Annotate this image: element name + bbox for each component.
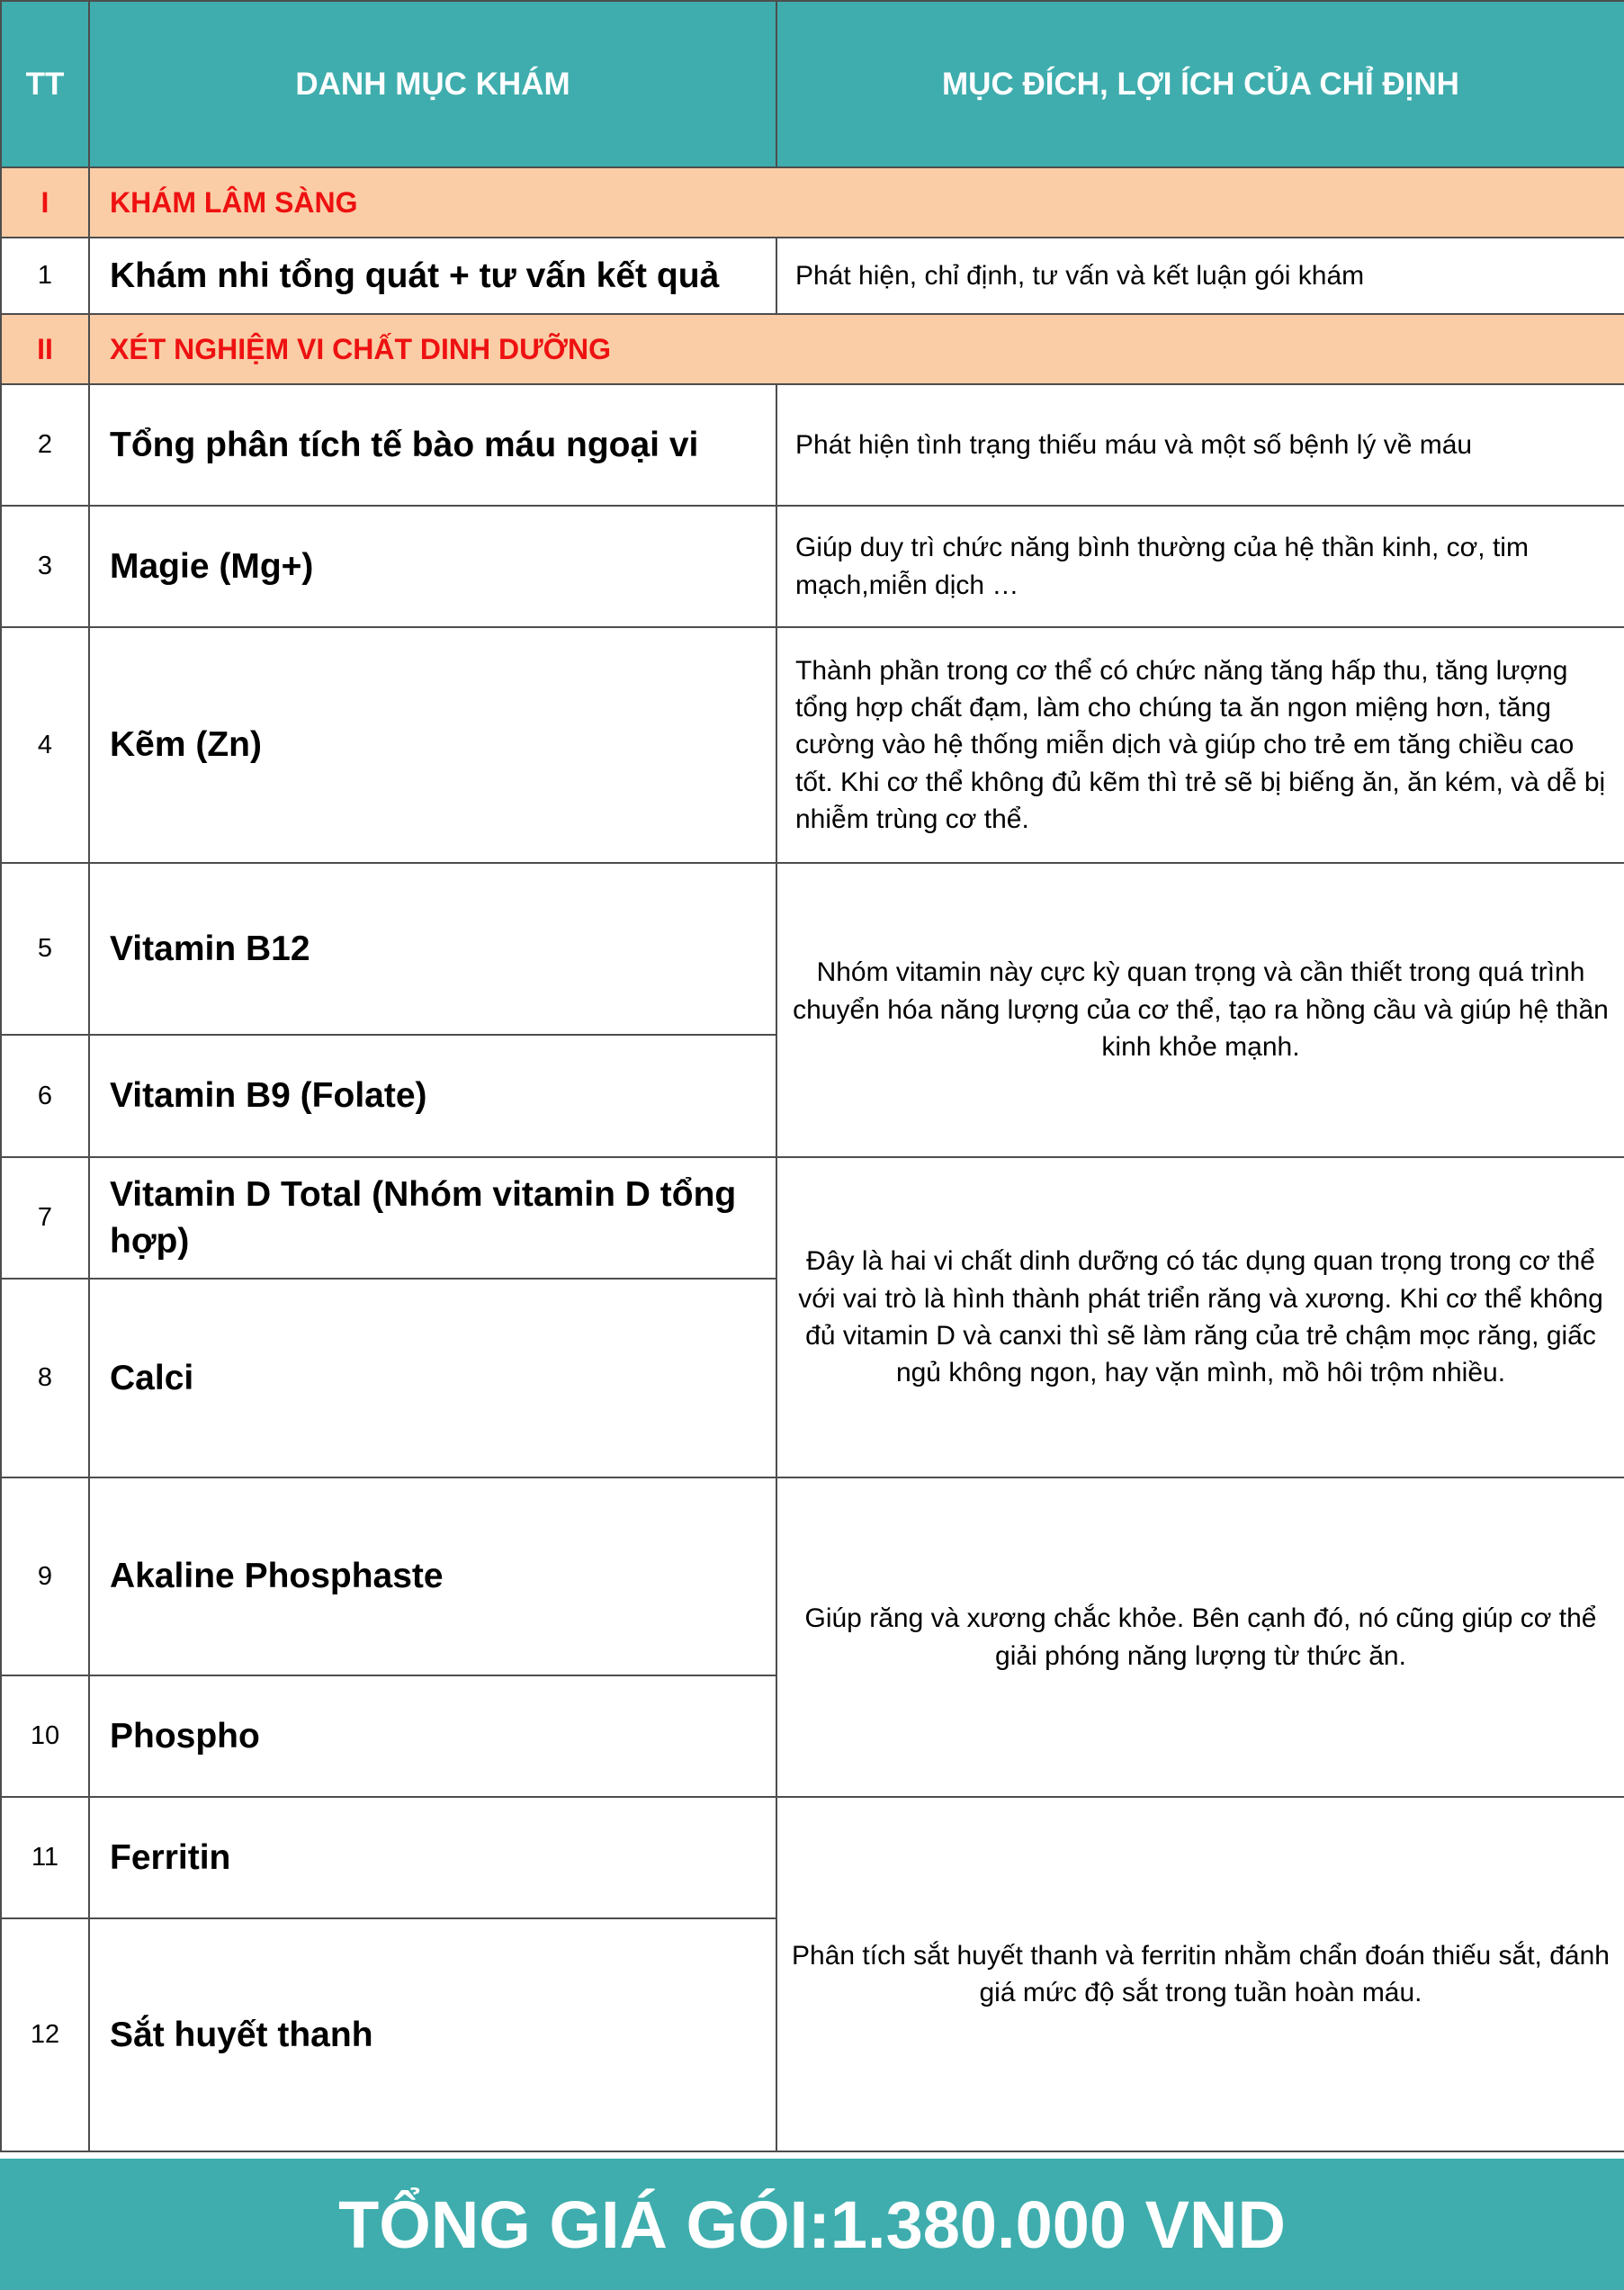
section-title: XÉT NGHIỆM VI CHẤT DINH DƯỠNG [89,314,1624,384]
row-name: Calci [89,1279,776,1477]
table-row [1,1477,1624,1675]
row-name: Sắt huyết thanh [89,1918,776,2151]
row-number: 6 [1,1035,89,1157]
row-number: 3 [1,506,89,627]
row-description: Phát hiện tình trạng thiếu máu và một số bệnh lý về máu [776,384,1624,506]
row-number: 4 [1,627,89,863]
row-number: 2 [1,384,89,506]
table-row [1,238,1624,314]
row-number: 9 [1,1477,89,1675]
row-description: Nhóm vitamin này cực kỳ quan trọng và cần thiết trong quá trình chuyển hóa năng lượng của cơ thể, tạo ra hồng cầu và giúp hệ thần kinh khỏe mạnh. [776,863,1624,1157]
row-number: 11 [1,1797,89,1918]
section-title: KHÁM LÂM SÀNG [89,167,1624,238]
row-name: Magie (Mg+) [89,506,776,627]
table-row [1,1157,1624,1279]
table-row [1,1797,1624,1918]
table-header-row [1,1,1624,167]
row-name: Ferritin [89,1797,776,1918]
row-number: 7 [1,1157,89,1279]
header-category: DANH MỤC KHÁM [89,1,776,167]
row-name: Kẽm (Zn) [89,627,776,863]
row-number: 8 [1,1279,89,1477]
header-tt: TT [1,1,89,167]
table-row [1,627,1624,863]
total-label: TỔNG GIÁ GÓI [338,2187,809,2262]
row-description: Đây là hai vi chất dinh dưỡng có tác dụng quan trọng trong cơ thể với vai trò là hình thành phát triển răng và xương. Khi cơ thể không đủ vitamin D và canxi thì sẽ làm răng của trẻ chậm mọc răng, giấc ngủ không ngon, hay vặn mình, mồ hôi trộm nhiều. [776,1157,1624,1477]
row-name: Akaline Phosphaste [89,1477,776,1675]
row-description: Thành phần trong cơ thể có chức năng tăng hấp thu, tăng lượng tổng hợp chất đạm, làm cho chúng ta ăn ngon miệng hơn, tăng cường vào hệ thống miễn dịch và giúp cho trẻ em tăng chiều cao tốt. Khi cơ thể không đủ kẽm thì trẻ sẽ bị biếng ăn, ăn kém, và dễ bị nhiễm trùng cơ thể. [776,627,1624,863]
row-name: Vitamin B12 [89,863,776,1035]
row-number: 5 [1,863,89,1035]
section-row-micronutrients [1,314,1624,384]
row-name: Tổng phân tích tế bào máu ngoại vi [89,384,776,506]
table-row [1,384,1624,506]
table-row [1,506,1624,627]
total-price: 1.380.000 VND [830,2187,1286,2262]
row-name: Vitamin D Total (Nhóm vitamin D tổng hợp) [89,1157,776,1279]
total-price-banner [0,2159,1624,2290]
row-description: Giúp răng và xương chắc khỏe. Bên cạnh đó, nó cũng giúp cơ thể giải phóng năng lượng từ thức ăn. [776,1477,1624,1797]
row-description: Phân tích sắt huyết thanh và ferritin nhằm chẩn đoán thiếu sắt, đánh giá mức độ sắt trong tuần hoàn máu. [776,1797,1624,2151]
row-name: Phospho [89,1675,776,1797]
row-number: 12 [1,1918,89,2151]
header-purpose: MỤC ĐÍCH, LỢI ÍCH CỦA CHỈ ĐỊNH [776,1,1624,167]
section-number: II [1,314,89,384]
row-name: Khám nhi tổng quát + tư vấn kết quả [89,238,776,314]
row-description: Phát hiện, chỉ định, tư vấn và kết luận gói khám [776,238,1624,314]
total-separator: : [808,2187,830,2262]
section-row-clinical [1,167,1624,238]
row-description: Giúp duy trì chức năng bình thường của hệ thần kinh, cơ, tim mạch,miễn dịch … [776,506,1624,627]
table-row [1,863,1624,1035]
row-name: Vitamin B9 (Folate) [89,1035,776,1157]
row-number: 1 [1,238,89,314]
row-number: 10 [1,1675,89,1797]
section-number: I [1,167,89,238]
